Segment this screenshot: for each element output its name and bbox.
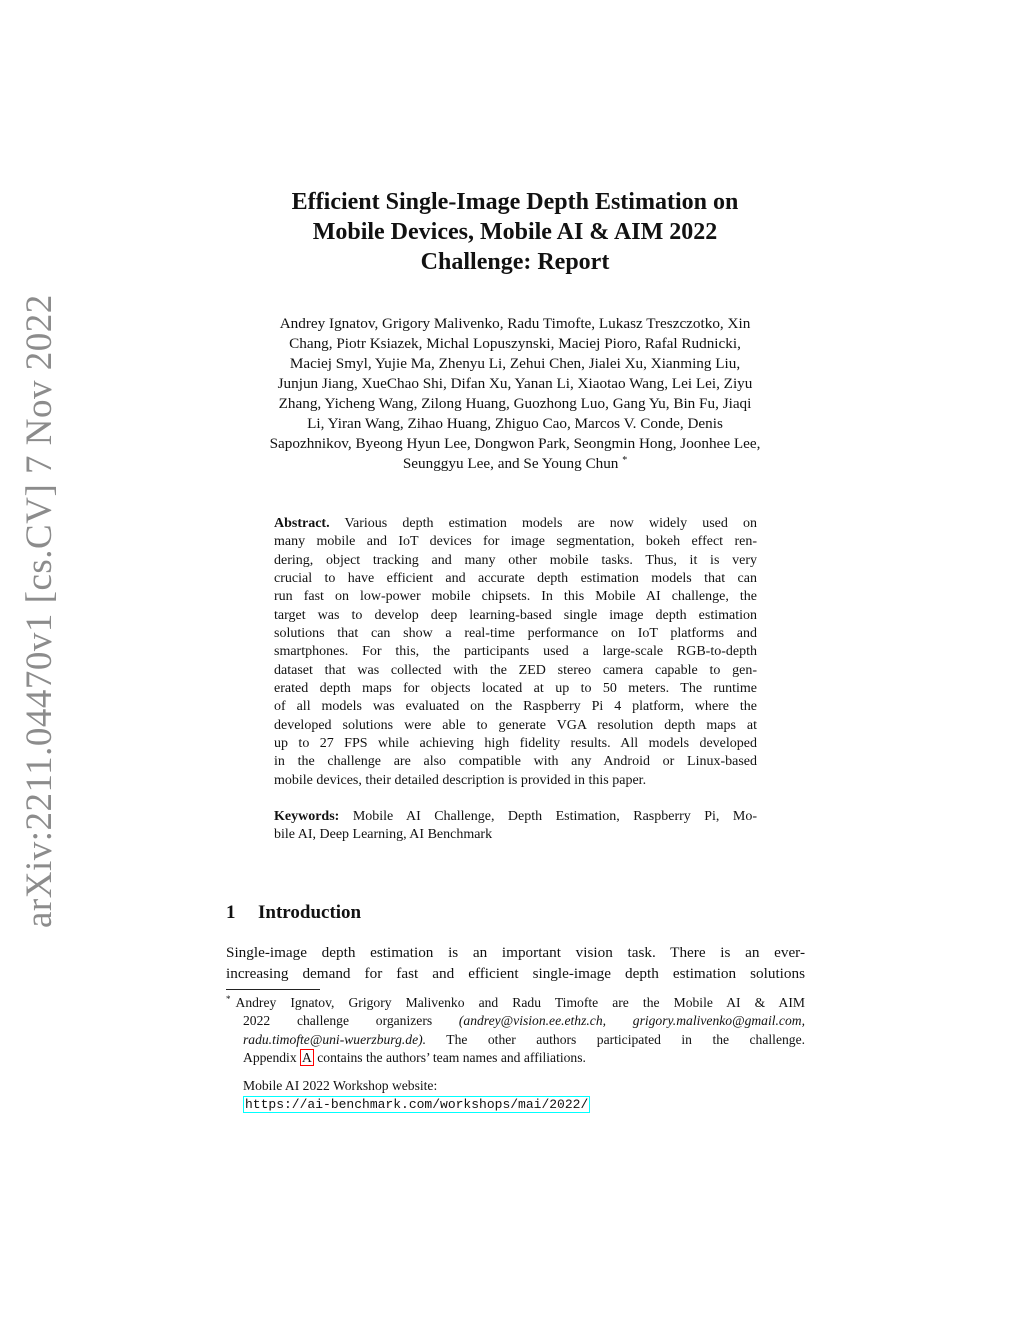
intro-paragraph — [226, 943, 805, 984]
abstract-label: Abstract. — [274, 516, 330, 531]
abstract — [274, 515, 757, 790]
website-line — [226, 1095, 805, 1113]
abstract-line: run fast on low-power mobile chipsets. In this Mobile AI challenge, the — [274, 589, 757, 605]
website-url-link[interactable]: https://ai-benchmark.com/workshops/mai/2022/ — [245, 1097, 589, 1113]
abstract-line: dataset that was collected with the ZED stereo camera capable to gen- — [274, 662, 757, 678]
paper-title — [200, 187, 830, 277]
author-line: Chang, Piotr Ksiazek, Michal Lopuszynski, Maciej Pioro, Rafal Rudnicki, — [289, 335, 741, 352]
arxiv-identifier: arXiv:2211.04470v1 [cs.CV] 7 Nov 2022 — [19, 294, 60, 928]
section-heading — [226, 902, 361, 924]
author-line: Seunggyu Lee, and Se Young Chun — [402, 455, 619, 472]
keywords-line — [274, 808, 757, 826]
keywords — [274, 808, 757, 845]
keywords-line: bile AI, Deep Learning, AI Benchmark — [274, 827, 493, 843]
author-line: Junjun Jiang, XueChao Shi, Difan Xu, Yanan Li, Xiaotao Wang, Lei Lei, Ziyu — [277, 375, 753, 392]
abstract-line: crucial to have efficient and accurate depth estimation models that can — [274, 571, 757, 587]
abstract-line: many mobile and IoT devices for image segmentation, bokeh effect ren- — [274, 534, 757, 550]
abstract-text: Various depth estimation models are now widely used on — [344, 516, 758, 531]
footnote-email: radu.timofte@uni-wuerzburg.de). — [243, 1031, 427, 1047]
footnote-text: 2022 challenge organizers — [243, 1013, 433, 1029]
abstract-line: smartphones. For this, the participants used a large-scale RGB-to-depth — [274, 644, 757, 660]
abstract-line: dering, object tracking and many other mobile tasks. Thus, it is very — [274, 552, 757, 568]
footnote-line — [226, 1049, 805, 1067]
author-line: Maciej Smyl, Yujie Ma, Zhenyu Li, Zehui Chen, Jialei Xu, Xianming Liu, — [289, 355, 741, 372]
author-list — [200, 314, 830, 474]
website-label: Mobile AI 2022 Workshop website: — [243, 1078, 438, 1094]
body-line: Single-image depth estimation is an important vision task. There is an ever- — [226, 944, 805, 961]
keywords-text: Mobile AI Challenge, Depth Estimation, Raspberry Pi, Mo- — [352, 809, 758, 824]
abstract-line: solutions that can show a real-time performance on IoT platforms and — [274, 626, 757, 642]
abstract-line: up to 27 FPS while achieving high fidelity results. All models developed — [274, 736, 757, 752]
abstract-line: developed solutions were able to generate VGA resolution depth maps at — [274, 717, 757, 733]
title-line: Challenge: Report — [420, 249, 610, 275]
footnote-text: contains the authors’ team names and affiliations. — [317, 1049, 586, 1065]
author-line: Sapozhnikov, Byeong Hyun Lee, Dongwon Park, Seongmin Hong, Joonhee Lee, — [269, 435, 761, 452]
section-number: 1 — [226, 902, 236, 923]
footnote-text: Appendix — [243, 1049, 297, 1065]
title-line: Efficient Single-Image Depth Estimation on — [291, 189, 739, 215]
footnote-mark: * — [226, 994, 231, 1004]
footnote-line — [226, 1031, 805, 1049]
abstract-line — [274, 515, 757, 533]
footnote-rule — [226, 989, 320, 990]
footnote-emails: (andrey@vision.ee.ethz.ch, grigory.malivenko@gmail.com, — [458, 1013, 805, 1029]
abstract-line: of all models was evaluated on the Raspberry Pi 4 platform, where the — [274, 699, 757, 715]
footnote-line — [226, 994, 805, 1012]
author-line: Li, Yiran Wang, Zihao Huang, Zhiguo Cao, Marcos V. Conde, Denis — [307, 415, 723, 432]
abstract-line: erated depth maps for objects located at up to 50 meters. The runtime — [274, 681, 757, 697]
footnote-text: The other authors participated in the challenge. — [446, 1031, 805, 1047]
author-line: Zhang, Yicheng Wang, Zilong Huang, Guozhong Luo, Gang Yu, Bin Fu, Jiaqi — [278, 395, 752, 412]
section-title: Introduction — [258, 902, 362, 923]
title-line: Mobile Devices, Mobile AI & AIM 2022 — [312, 219, 718, 245]
footnote — [226, 994, 805, 1114]
footnote-text: Andrey Ignatov, Grigory Malivenko and Radu Timofte are the Mobile AI & AIM — [235, 995, 805, 1010]
appendix-link[interactable]: A — [302, 1049, 312, 1065]
abstract-line: in the challenge are also compatible with any Android or Linux-based — [274, 754, 757, 770]
author-line-last — [200, 454, 830, 474]
footnote-line — [226, 1012, 805, 1030]
keywords-label: Keywords: — [274, 809, 340, 824]
author-line: Andrey Ignatov, Grigory Malivenko, Radu Timofte, Lukasz Treszczotko, Xin — [279, 315, 751, 332]
footnote-mark[interactable]: * — [622, 455, 628, 466]
abstract-line: target was to develop deep learning-based single image depth estimation — [274, 607, 757, 623]
body-line: increasing demand for fast and efficient single-image depth estimation solutions — [226, 964, 805, 982]
abstract-line: mobile devices, their detailed description is provided in this paper. — [274, 772, 647, 788]
